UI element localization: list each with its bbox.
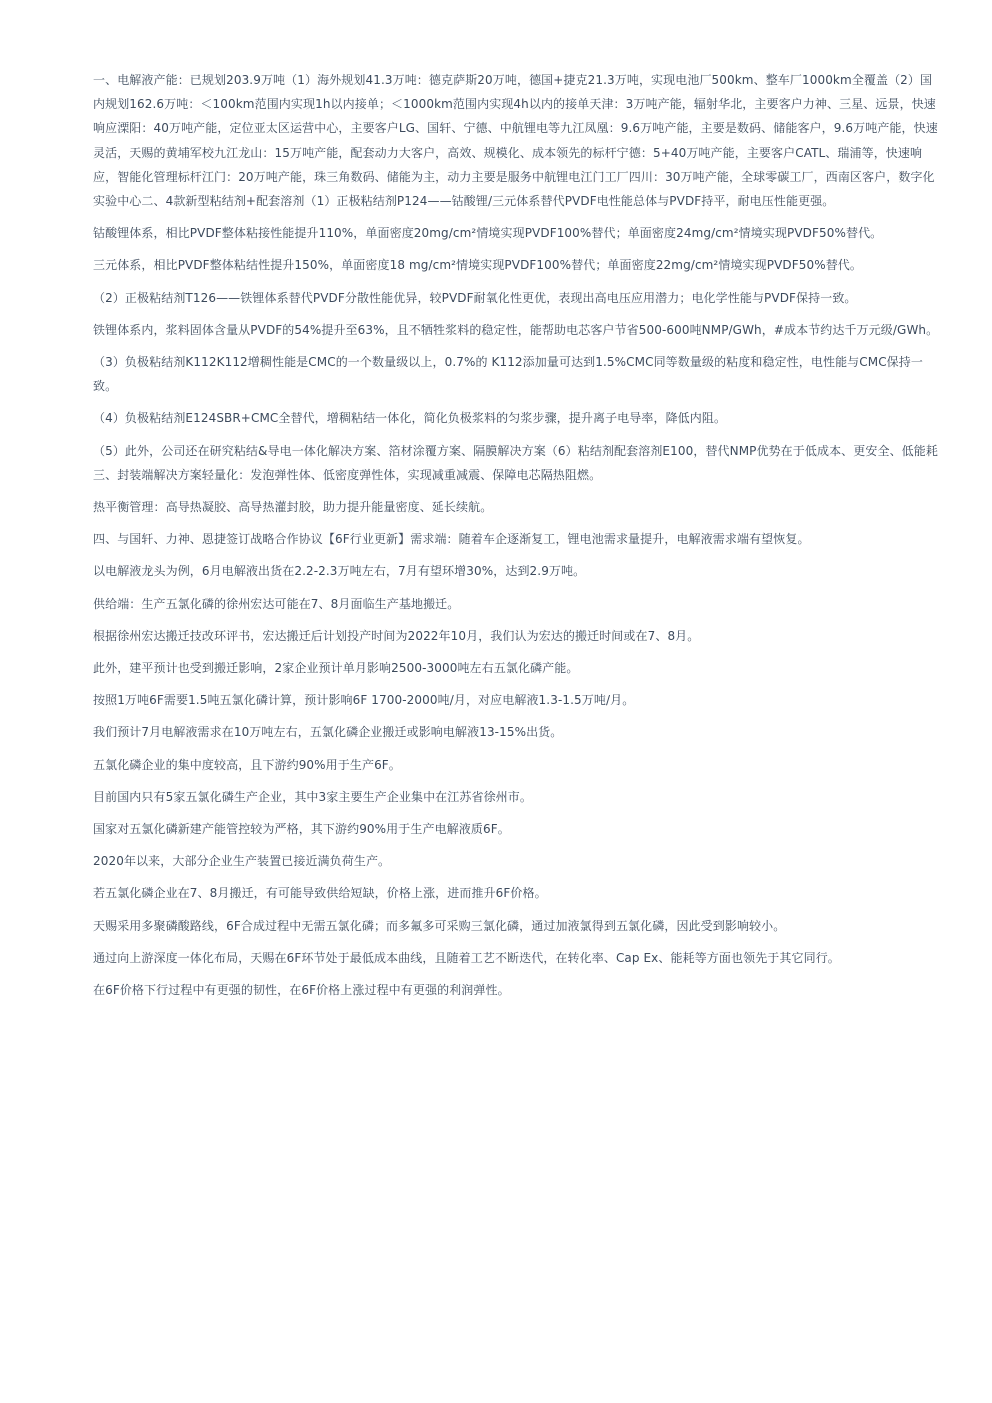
paragraph-anode-binder-k112: （3）负极粘结剂K112K112增稠性能是CMC的一个数量级以上，0.7%的 K112添加量可达到1.5%CMC同等数量级的粘度和稳定性，电性能与CMC保持一致。 [93,355,923,394]
paragraph-resilience: 在6F价格下行过程中有更强的韧性，在6F价格上涨过程中有更强的利润弹性。 [93,983,510,998]
paragraph-concentration: 五氯化磷企业的集中度较高，且下游约90%用于生产6F。 [93,757,401,772]
paragraph-full-load: 2020年以来，大部分企业生产装置已接近满负荷生产。 [93,854,391,869]
paragraph-price-impact: 若五氯化磷企业在7、8月搬迁，有可能导致供给短缺，价格上涨，进而推升6F价格。 [93,886,547,901]
paragraph-thermal-management: 热平衡管理：高导热凝胶、高导热灌封胶，助力提升能量密度、延长续航。 [93,500,493,515]
paragraph-lfp-system: 铁锂体系内，浆料固体含量从PVDF的54%提升至63%，且不牺牲浆料的稳定性，能帮助电芯客户节省500-600吨NMP/GWh，#成本节约达千万元级/GWh。 [93,322,939,337]
paragraph-jianping-impact: 此外，建平预计也受到搬迁影响，2家企业预计单月影响2500-3000吨左右五氯化磷产能。 [93,661,579,676]
paragraph-ternary-system: 三元体系，相比PVDF整体粘结性提升150%，单面密度18 mg/cm²情境实现PVDF100%替代；单面密度22mg/cm²情境实现PVDF50%替代。 [93,258,862,273]
paragraph-electrolyte-leader: 以电解液龙头为例，6月电解液出货在2.2-2.3万吨左右，7月有望环增30%，达到2.9万吨。 [93,564,586,579]
paragraph-6f-calculation: 按照1万吨6F需要1.5吨五氯化磷计算，预计影响6F 1700-2000吨/月，对应电解液1.3-1.5万吨/月。 [93,693,635,708]
document-body [93,68,943,1010]
paragraph-capacity-control: 国家对五氯化磷新建产能管控较为严格，其下游约90%用于生产电解液质6F。 [93,822,510,837]
paragraph-hongda-relocation: 根据徐州宏达搬迁技改环评书，宏达搬迁后计划投产时间为2022年10月，我们认为宏达的搬迁时间或在7、8月。 [93,628,700,643]
paragraph-other-solutions: （5）此外，公司还在研究粘结&导电一体化解决方案、箔材涂覆方案、隔膜解决方案（6）粘结剂配套溶剂E100，替代NMP优势在于低成本、更安全、低能耗三、封装端解决方案轻量化：发泡弹性体、低密度弹性体，实现减重减震、保障电芯隔热阻燃。 [93,443,938,482]
paragraph-electrolyte-capacity: 一、电解液产能：已规划203.9万吨（1）海外规划41.3万吨：德克萨斯20万吨，德国+捷克21.3万吨，实现电池厂500km、整车厂1000km全覆盖（2）国内规划162.6万吨：＜100km范围内实现1h以内接单；＜1000km范围内实现4h以内的接单天津：3万吨产能，辐射华北，主要客户力神、三星、远景，快速响应溧阳：40万吨产能，定位亚太区运营中心，主要客户LG、国轩、宁德、中航锂电等九江凤凰：9.6万吨产能，主要是数码、储能客户，9.6万吨产能，快速灵活，天赐的黄埔军校九江龙山：15万吨产能，配套动力大客户，高效、规模化、成本领先的标杆宁德：5+40万吨产能，主要客户CATL、瑞浦等，快速响应，智能化管理标杆江门：20万吨产能，珠三角数码、储能为主，动力主要是服务中航锂电江门工厂四川：30万吨产能，全球零碳工厂，西南区客户，数字化实验中心二、4款新型粘结剂+配套溶剂（1）正极粘结剂P124——钴酸锂/三元体系替代PVDF电性能总体与PVDF持平，耐电压性能更强。 [93,73,938,209]
paragraph-integration: 通过向上游深度一体化布局，天赐在6F环节处于最低成本曲线，且随着工艺不断迭代，在转化率、Cap Ex、能耗等方面也领先于其它同行。 [93,950,840,965]
paragraph-lco-system: 钴酸锂体系，相比PVDF整体粘接性能提升110%，单面密度20mg/cm²情境实现PVDF100%替代；单面密度24mg/cm²情境实现PVDF50%替代。 [93,226,883,241]
paragraph-domestic-producers: 目前国内只有5家五氯化磷生产企业，其中3家主要生产企业集中在江苏省徐州市。 [93,789,532,804]
paragraph-tinci-route: 天赐采用多聚磷酸路线，6F合成过程中无需五氯化磷；而多氟多可采购三氯化磷，通过加液氯得到五氯化磷，因此受到影响较小。 [93,918,786,933]
paragraph-cathode-binder-t126: （2）正极粘结剂T126——铁锂体系替代PVDF分散性能优异，较PVDF耐氧化性更优，表现出高电压应用潜力；电化学性能与PVDF保持一致。 [93,290,857,305]
paragraph-july-demand: 我们预计7月电解液需求在10万吨左右，五氯化磷企业搬迁或影响电解液13-15%出货。 [93,725,563,740]
paragraph-supply-side: 供给端：生产五氯化磷的徐州宏达可能在7、8月面临生产基地搬迁。 [93,596,460,611]
paragraph-anode-binder-e124: （4）负极粘结剂E124SBR+CMC全替代，增稠粘结一体化，简化负极浆料的匀浆步骤，提升离子电导率，降低内阻。 [93,411,727,426]
paragraph-strategic-cooperation: 四、与国轩、力神、恩捷签订战略合作协议【6F行业更新】需求端：随着车企逐渐复工，锂电池需求量提升，电解液需求端有望恢复。 [93,532,810,547]
